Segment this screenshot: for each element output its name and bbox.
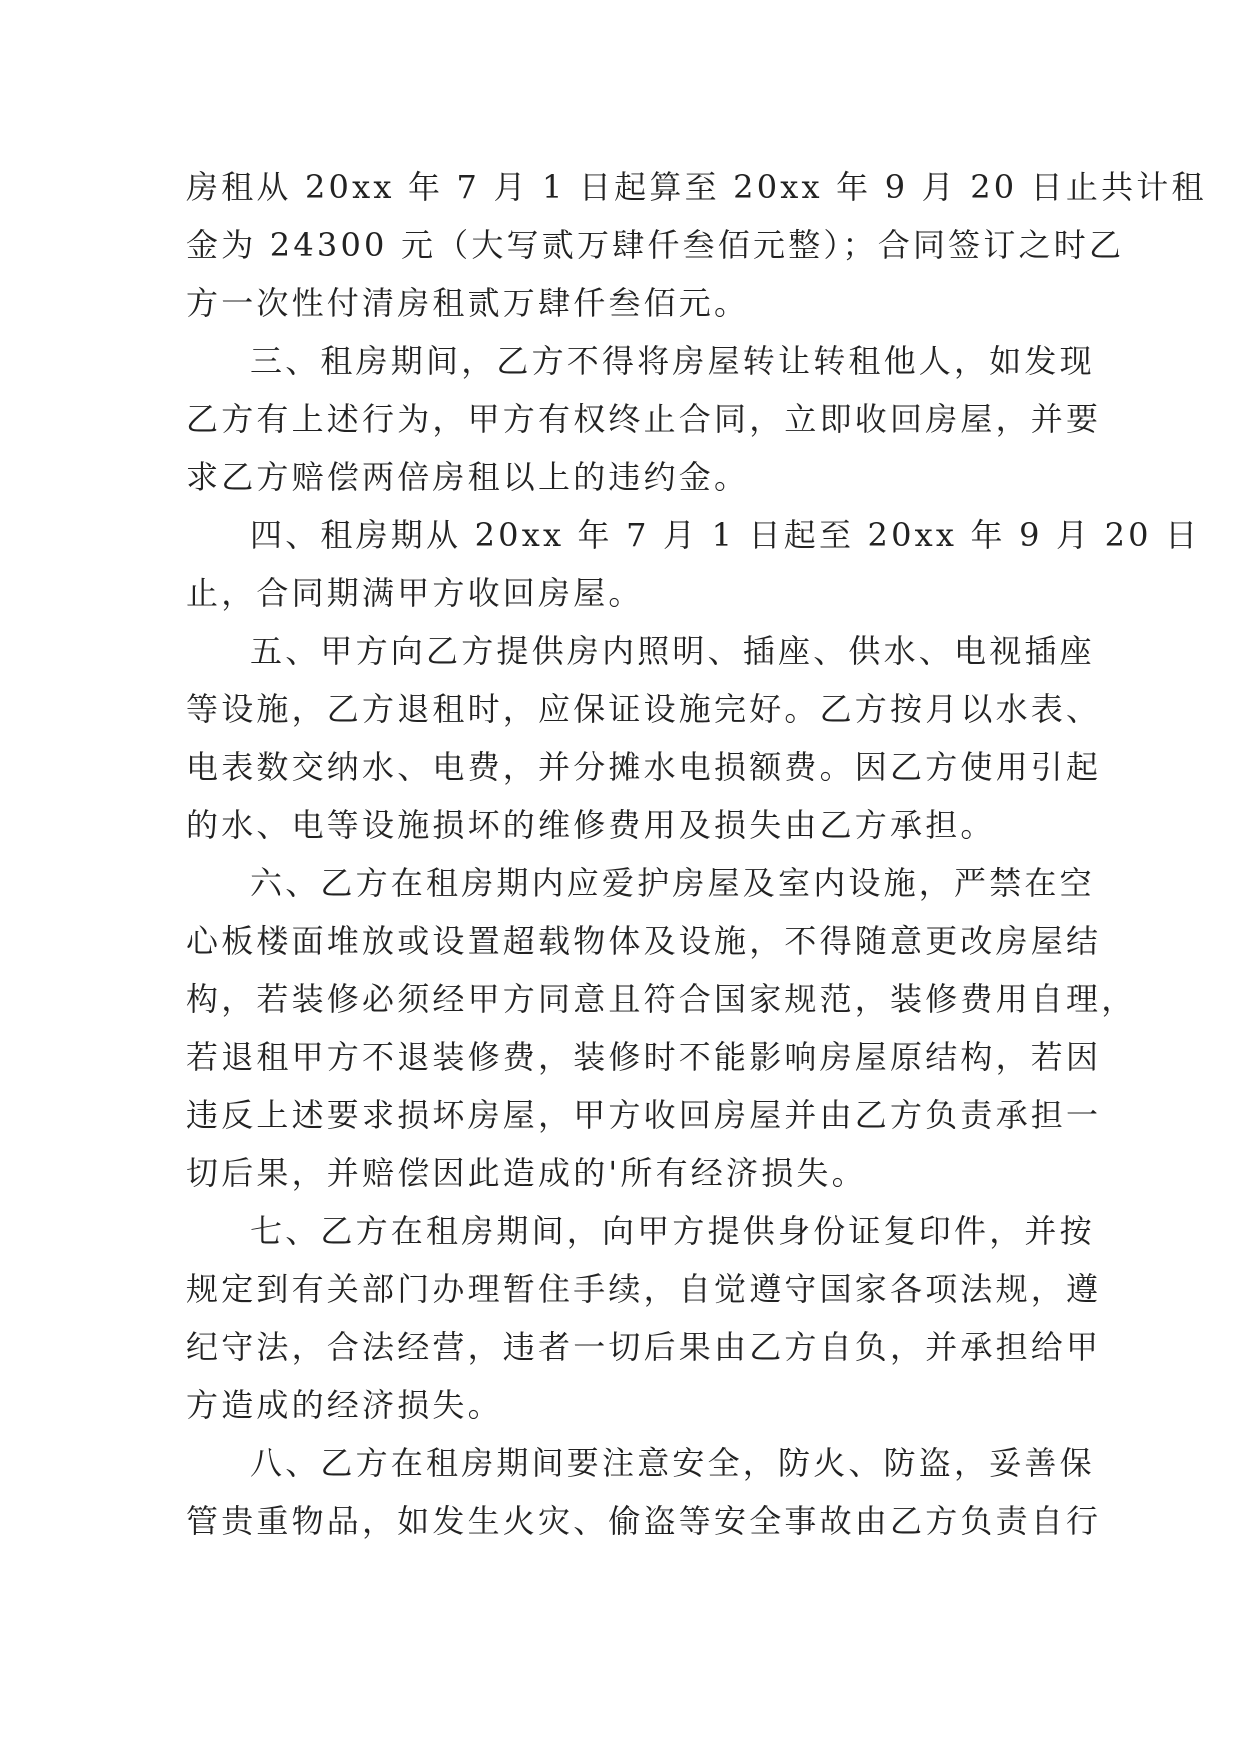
text-line: 切后果，并赔偿因此造成的'所有经济损失。 (186, 1154, 867, 1192)
text-line: 房租从 20xx 年 7 月 1 日起算至 20xx 年 9 月 20 日止共计租 (186, 168, 1207, 206)
paragraph-clause-5 (186, 622, 1102, 854)
text-line: 三、租房期间，乙方不得将房屋转让转租他人，如发现 (250, 342, 1095, 380)
text-line: 八、乙方在租房期间要注意安全，防火、防盗，妥善保 (250, 1444, 1095, 1482)
text-line: 求乙方赔偿两倍房租以上的违约金。 (186, 458, 750, 496)
text-line: 六、乙方在租房期内应爱护房屋及室内设施，严禁在空 (250, 864, 1095, 902)
text-line: 规定到有关部门办理暂住手续，自觉遵守国家各项法规，遵 (186, 1270, 1102, 1308)
paragraph-clause-4 (186, 506, 1201, 622)
text-line: 纪守法，合法经营，违者一切后果由乙方自负，并承担给甲 (186, 1328, 1102, 1366)
text-line: 止，合同期满甲方收回房屋。 (186, 574, 644, 612)
text-line: 方一次性付清房租贰万肆仟叁佰元。 (186, 284, 750, 322)
paragraph-clause-2-continued (186, 158, 1207, 332)
text-line: 的水、电等设施损坏的维修费用及损失由乙方承担。 (186, 806, 996, 844)
paragraph-clause-6 (186, 854, 1137, 1202)
text-line: 电表数交纳水、电费，并分摊水电损额费。因乙方使用引起 (186, 748, 1102, 786)
text-line: 七、乙方在租房期间，向甲方提供身份证复印件，并按 (250, 1212, 1095, 1250)
document-body (186, 158, 1207, 1550)
paragraph-clause-7 (186, 1202, 1102, 1434)
text-line: 乙方有上述行为，甲方有权终止合同，立即收回房屋，并要 (186, 400, 1102, 438)
text-line: 方造成的经济损失。 (186, 1386, 503, 1424)
text-line: 金为 24300 元（大写贰万肆仟叁佰元整）；合同签订之时乙 (186, 226, 1125, 264)
paragraph-clause-3 (186, 332, 1102, 506)
paragraph-clause-8 (186, 1434, 1102, 1550)
text-line: 违反上述要求损坏房屋，甲方收回房屋并由乙方负责承担一 (186, 1096, 1102, 1134)
text-line: 等设施，乙方退租时，应保证设施完好。乙方按月以水表、 (186, 690, 1102, 728)
text-line: 四、租房期从 20xx 年 7 月 1 日起至 20xx 年 9 月 20 日 (250, 516, 1201, 554)
text-line: 管贵重物品，如发生火灾、偷盗等安全事故由乙方负责自行 (186, 1502, 1102, 1540)
text-line: 心板楼面堆放或设置超载物体及设施，不得随意更改房屋结 (186, 922, 1102, 960)
text-line: 五、甲方向乙方提供房内照明、插座、供水、电视插座 (250, 632, 1095, 670)
text-line: 若退租甲方不退装修费，装修时不能影响房屋原结构，若因 (186, 1038, 1102, 1076)
text-line: 构，若装修必须经甲方同意且符合国家规范，装修费用自理， (186, 980, 1137, 1018)
